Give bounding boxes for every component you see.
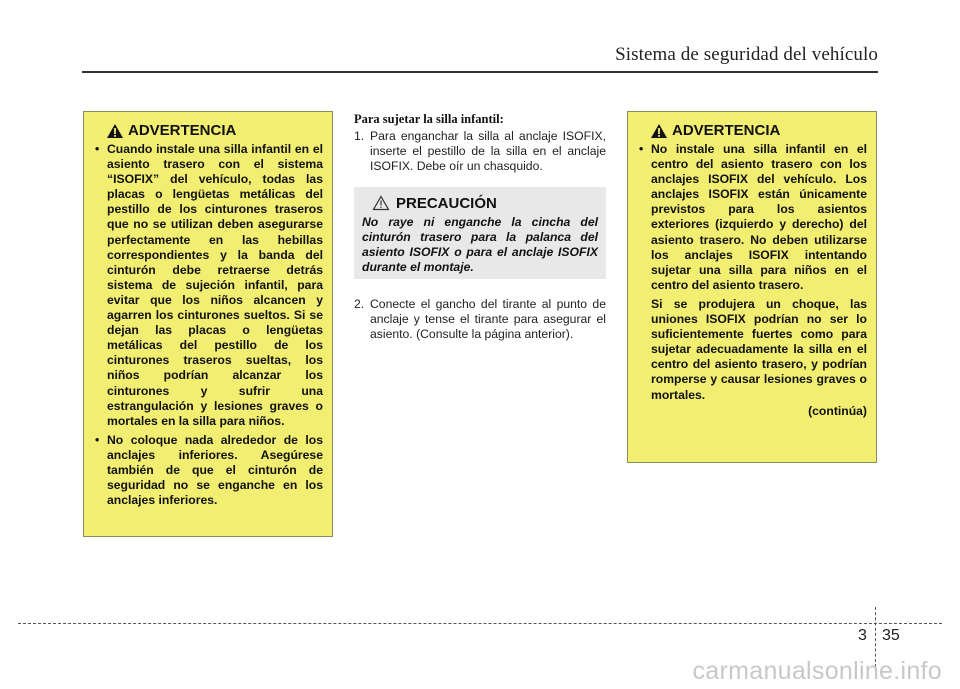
right-warning-paragraph: Si se produjera un choque, las uniones ISOFIX podrían no ser lo suficientemente fuertes como para sujetar adecuadamente la silla en el centro del asiento trasero, y podrían romperse y causar lesiones graves o mortales. [651, 296, 867, 402]
left-warning-title [106, 122, 323, 139]
warning-triangle-icon [106, 123, 124, 139]
left-warning-list [93, 142, 323, 508]
step-2-text: Conecte el gancho del tirante al punto de anclaje y tense el tirante para asegurar el asiento. (Consulte la página anterior). [370, 296, 606, 342]
right-warning-title-text: ADVERTENCIA [672, 122, 781, 139]
instructions-column [354, 112, 606, 342]
header-rule [82, 71, 878, 73]
step-1-text: Para enganchar la silla al anclaje ISOFIX, inserte el pestillo de la silla en el anclaje ISOFIX. Debe oír un chasquido. [370, 129, 606, 174]
caution-title-text: PRECAUCIÓN [396, 194, 497, 212]
page-number: 35 [882, 627, 900, 644]
step-1-number: 1. [354, 129, 365, 143]
caution-box [354, 187, 606, 279]
left-warning-bullet-1: Cuando instale una silla infantil en el asiento trasero con el sistema “ISOFIX” del vehículo, todas las placas o lengüetas metálicas del pestillo de los cinturones traseros que no se utilizan deben asegurarse perfectamente en las hebillas correspondientes y la banda del cinturón debe retraerse detrás sistema de sujeción infantil, para evitar que los niños alcancen y agarren los cinturones sueltos. Si se dejan las placas o lengüetas metálicas del pestillo de los cinturones traseros sueltas, los niños podrían alcanzar los cinturones y sufrir una estrangulación y lesiones graves o mortales en la silla para niños. [107, 142, 323, 428]
header-title: Sistema de seguridad del vehículo [615, 44, 878, 65]
bullet-dot: • [95, 432, 100, 447]
step-1 [354, 129, 606, 175]
list-item [93, 142, 323, 429]
bullet-dot: • [95, 142, 100, 156]
left-warning-title-text: ADVERTENCIA [128, 122, 237, 139]
warning-triangle-icon [650, 123, 668, 139]
caution-text: No raye ni enganche la cincha del cinturón trasero para la palanca del asiento ISOFIX o para el anclaje ISOFIX durante el montaje. [362, 214, 598, 274]
right-warning-list [637, 142, 867, 293]
list-item [637, 142, 867, 293]
step-2 [354, 297, 606, 343]
right-warning-box [627, 111, 877, 463]
left-warning-bullet-2: No coloque nada alrededor de los anclajes inferiores. Asegúrese también de que el cinturón de seguridad no se enganche en los anclajes inferiores. [107, 432, 323, 508]
continued-label: (continúa) [808, 403, 867, 418]
right-warning-bullet-1: No instale una silla infantil en el centro del asiento trasero con los anclajes ISOFIX del vehículo. Los anclajes ISOFIX están únicamente previstos para los asientos exteriores (izquierdo y derecho) del asiento trasero. No deben utilizarse los anclajes ISOFIX intentando sujetar una silla para niños en el centro del asiento trasero. [651, 142, 867, 292]
caution-triangle-icon [372, 195, 390, 211]
right-warning-title [650, 122, 867, 139]
step-2-number: 2. [354, 296, 365, 311]
chapter-number: 3 [858, 627, 867, 644]
left-warning-box [83, 111, 333, 537]
caution-title [372, 195, 598, 212]
footer-rule [18, 623, 942, 624]
list-item [93, 433, 323, 508]
section-subheading: Para sujetar la silla infantil: [354, 112, 504, 126]
watermark: carmanualsonline.info [692, 657, 942, 685]
bullet-dot: • [639, 142, 644, 156]
